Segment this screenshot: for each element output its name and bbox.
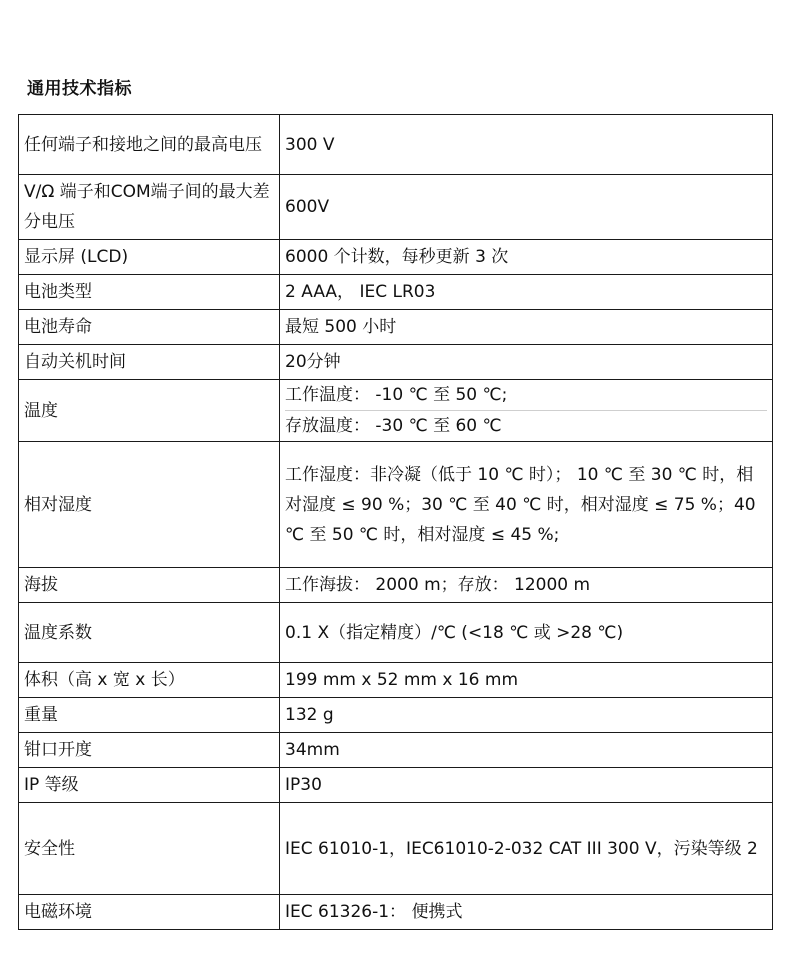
operating-temperature: 工作温度： -10 ℃ 至 50 ℃; xyxy=(285,385,508,405)
row-value: 20分钟 xyxy=(280,345,773,380)
row-label: 安全性 xyxy=(19,803,280,895)
table-row xyxy=(19,603,773,663)
table-row xyxy=(19,733,773,768)
row-label: 任何端子和接地之间的最高电压 xyxy=(19,115,280,175)
row-value xyxy=(280,380,773,442)
table-row xyxy=(19,175,773,240)
row-label: 显示屏 (LCD) xyxy=(19,240,280,275)
row-value: 最短 500 小时 xyxy=(280,310,773,345)
table-row xyxy=(19,663,773,698)
table-row xyxy=(19,310,773,345)
table-row xyxy=(19,275,773,310)
spec-table xyxy=(18,114,773,930)
table-row xyxy=(19,115,773,175)
row-value: 0.1 X（指定精度）/℃ (<18 ℃ 或 >28 ℃) xyxy=(280,603,773,663)
row-label: 温度系数 xyxy=(19,603,280,663)
row-value: IEC 61010-1，IEC61010-2-032 CAT III 300 V，污染等级 2 xyxy=(280,803,773,895)
row-value: 132 g xyxy=(280,698,773,733)
table-row xyxy=(19,895,773,930)
row-value: 34mm xyxy=(280,733,773,768)
row-label: 重量 xyxy=(19,698,280,733)
storage-temperature: 存放温度： -30 ℃ 至 60 ℃ xyxy=(285,410,767,441)
row-label: IP 等级 xyxy=(19,768,280,803)
row-value: 6000 个计数，每秒更新 3 次 xyxy=(280,240,773,275)
row-label: 钳口开度 xyxy=(19,733,280,768)
row-label: 电磁环境 xyxy=(19,895,280,930)
table-row xyxy=(19,240,773,275)
row-value: IEC 61326-1： 便携式 xyxy=(280,895,773,930)
row-label: 体积（高 x 宽 x 长） xyxy=(19,663,280,698)
row-label: 海拔 xyxy=(19,568,280,603)
table-row xyxy=(19,803,773,895)
row-label: 电池寿命 xyxy=(19,310,280,345)
row-value: 工作湿度：非冷凝（低于 10 ℃ 时）； 10 ℃ 至 30 ℃ 时，相对湿度 ≤ 90 %；30 ℃ 至 40 ℃ 时，相对湿度 ≤ 75 %；40 ℃ 至 50 ℃ 时，相对湿度 ≤ 45 %; xyxy=(280,442,773,568)
table-row xyxy=(19,345,773,380)
row-value: 300 V xyxy=(280,115,773,175)
row-label: 电池类型 xyxy=(19,275,280,310)
row-value: 600V xyxy=(280,175,773,240)
table-row xyxy=(19,380,773,442)
row-label: 相对湿度 xyxy=(19,442,280,568)
row-value: 工作海拔： 2000 m；存放： 12000 m xyxy=(280,568,773,603)
table-row xyxy=(19,768,773,803)
table-row xyxy=(19,568,773,603)
row-value: 199 mm x 52 mm x 16 mm xyxy=(280,663,773,698)
row-value: 2 AAA， IEC LR03 xyxy=(280,275,773,310)
row-label: V/Ω 端子和COM端子间的最大差分电压 xyxy=(19,175,280,240)
table-row xyxy=(19,698,773,733)
table-row xyxy=(19,442,773,568)
page-title: 通用技术指标 xyxy=(27,79,132,99)
row-value: IP30 xyxy=(280,768,773,803)
row-label: 温度 xyxy=(19,380,280,442)
row-label: 自动关机时间 xyxy=(19,345,280,380)
